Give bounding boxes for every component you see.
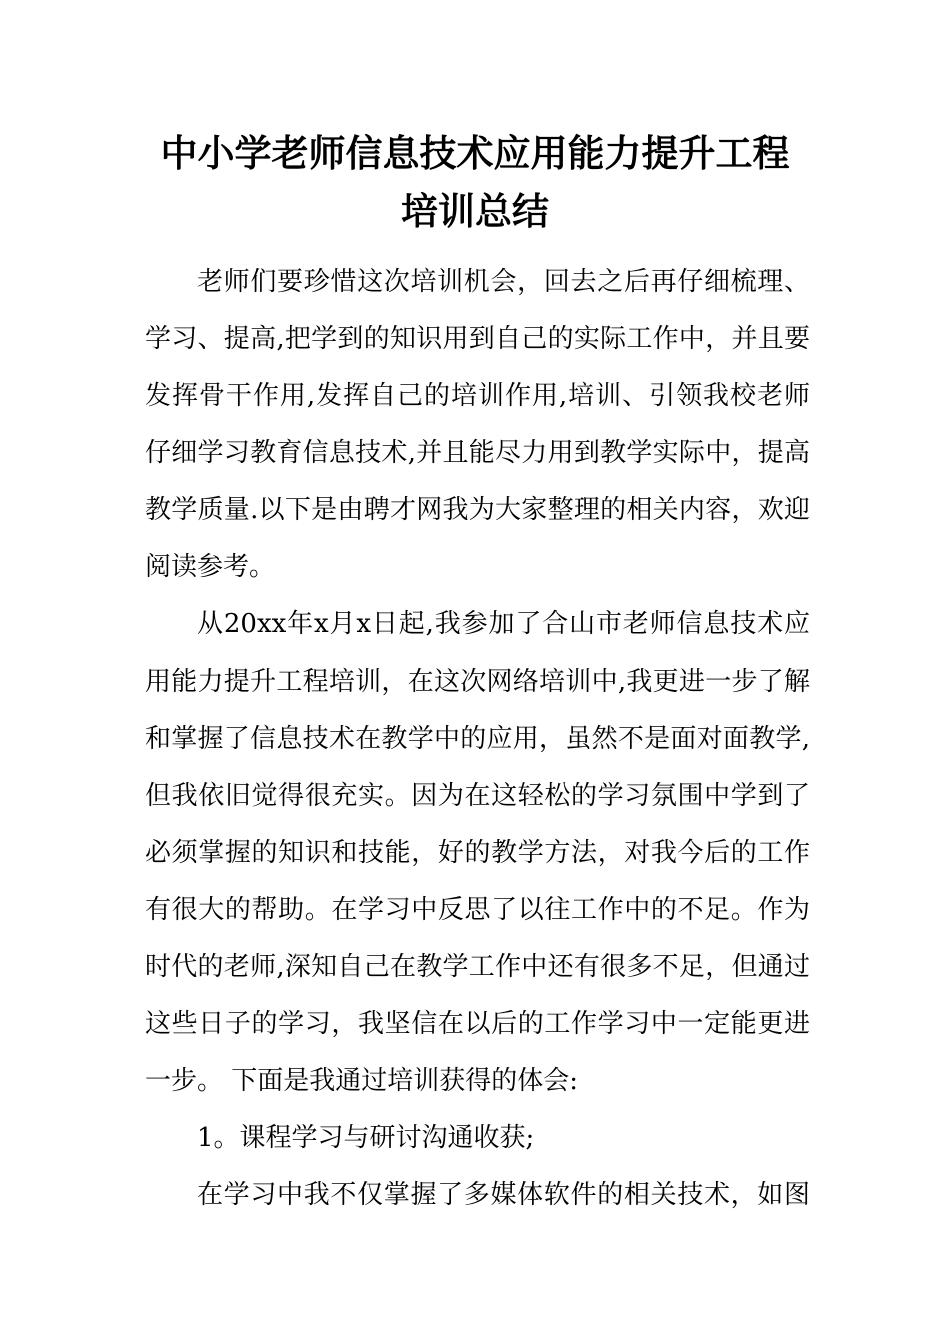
paragraph-1-line-1: 老师们要珍惜这次培训机会，回去之后再仔细梳理、 bbox=[197, 267, 810, 297]
paragraph-2-line-3: 和掌握了信息技术在教学中的应用，虽然不是面对面教学, bbox=[145, 724, 810, 754]
paragraph-2-line-7: 时代的老师,深知自己在教学工作中还有很多不足，但通过 bbox=[145, 952, 810, 982]
paragraph-2-line-8: 这些日子的学习，我坚信在以后的工作学习中一定能更进 bbox=[145, 1009, 810, 1039]
paragraph-1-line-2: 学习、提高,把学到的知识用到自己的实际工作中，并且要 bbox=[145, 324, 810, 354]
paragraph-2-line-6: 有很大的帮助。在学习中反思了以往工作中的不足。作为 bbox=[145, 895, 810, 925]
section-heading-1: 1。课程学习与研讨沟通收获; bbox=[197, 1123, 535, 1153]
document-title-line-1: 中小学老师信息技术应用能力提升工程 bbox=[160, 132, 790, 175]
paragraph-2-line-1: 从20xx年x月x日起,我参加了合山市老师信息技术应 bbox=[197, 609, 810, 639]
paragraph-2-line-4: 但我依旧觉得很充实。因为在这轻松的学习氛围中学到了 bbox=[145, 781, 810, 811]
paragraph-1-line-4: 仔细学习教育信息技术,并且能尽力用到教学实际中，提高 bbox=[145, 438, 810, 468]
paragraph-2-line-2: 用能力提升工程培训，在这次网络培训中,我更进一步了解 bbox=[145, 667, 810, 697]
paragraph-1-line-6: 阅读参考。 bbox=[145, 552, 276, 582]
paragraph-3-line-1: 在学习中我不仅掌握了多媒体软件的相关技术，如图 bbox=[197, 1180, 810, 1210]
paragraph-2-line-5: 必须掌握的知识和技能，好的教学方法，对我今后的工作 bbox=[145, 838, 810, 868]
paragraph-2-line-9: 一步。 下面是我通过培训获得的体会: bbox=[145, 1066, 579, 1096]
document-title-line-2: 培训总结 bbox=[401, 190, 549, 233]
paragraph-1-line-5: 教学质量.以下是由聘才网我为大家整理的相关内容，欢迎 bbox=[145, 495, 810, 525]
paragraph-1-line-3: 发挥骨干作用,发挥自己的培训作用,培训、引领我校老师 bbox=[145, 381, 810, 411]
